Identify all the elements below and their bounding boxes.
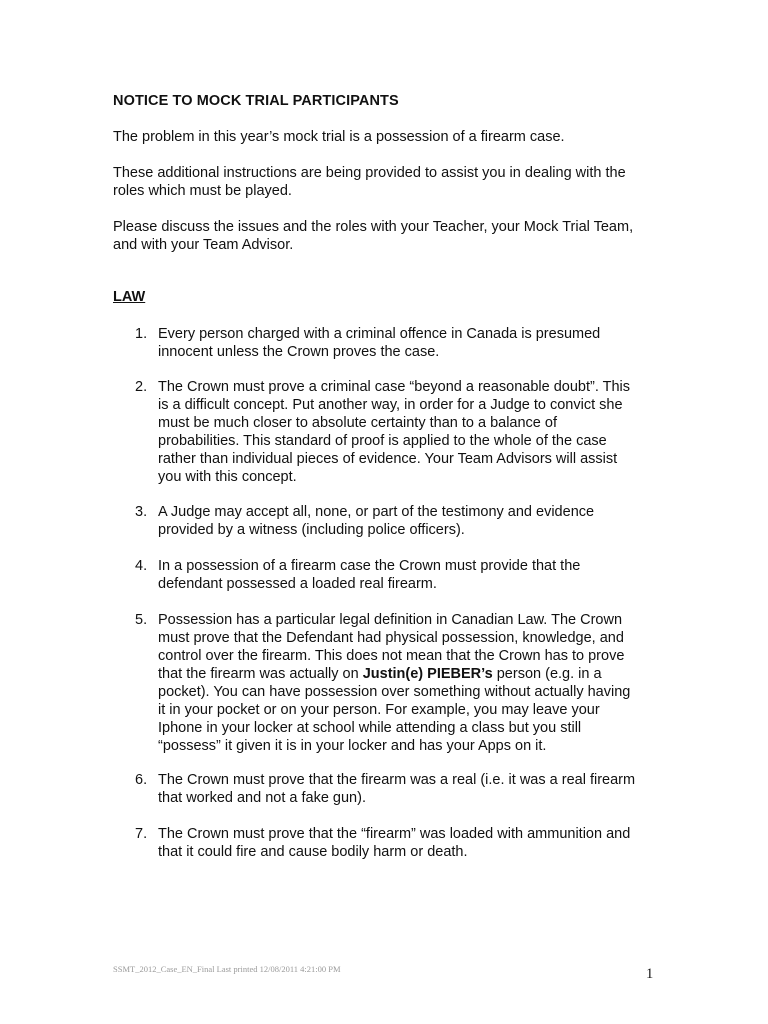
text-line: probabilities. This standard of proof is applied to the whole of the case: [158, 433, 607, 449]
law-item-number: 5.: [135, 612, 148, 628]
page-number: 1: [646, 966, 654, 982]
text-line: pocket). You can have possession over something without actually having: [158, 684, 631, 700]
text-fragment: person (e.g. in a: [492, 666, 602, 682]
law-item-number: 3.: [135, 504, 148, 520]
text-line: A Judge may accept all, none, or part of the testimony and evidence: [158, 504, 595, 520]
law-item-number: 4.: [135, 558, 148, 574]
text-line: The Crown must prove a criminal case “beyond a reasonable doubt”. This: [158, 379, 631, 395]
text-line: must be much closer to absolute certainty than to a balance of: [158, 415, 557, 431]
text-line: control over the firearm. This does not mean that the Crown has to prove: [158, 648, 625, 664]
law-item-text: [158, 825, 658, 861]
law-heading: LAW: [113, 289, 146, 305]
text-line: rather than individual pieces of evidence. Your Team Advisors will assist: [158, 451, 618, 467]
law-item-number: 2.: [135, 379, 148, 395]
law-item-text: [158, 503, 658, 539]
text-line: provided by a witness (including police officers).: [158, 522, 465, 538]
text-line: it in your pocket or on your person. For example, you may leave your: [158, 702, 600, 718]
law-item-number: 6.: [135, 772, 148, 788]
text-line: is a difficult concept. Put another way, in order for a Judge to convict she: [158, 397, 623, 413]
text-line: Possession has a particular legal definition in Canadian Law. The Crown: [158, 612, 623, 628]
text-line: defendant possessed a loaded real firearm.: [158, 576, 437, 592]
law-item-text: [158, 771, 658, 807]
text-line: Every person charged with a criminal offence in Canada is presumed: [158, 326, 601, 342]
law-item-number: 7.: [135, 826, 148, 842]
intro-paragraph-3: Please discuss the issues and the roles with your Teacher, your Mock Trial Team, and with your Team Advisor.: [113, 219, 634, 253]
law-item-number: 1.: [135, 326, 148, 342]
intro-paragraph-1: The problem in this year’s mock trial is a possession of a firearm case.: [113, 129, 565, 145]
law-item-text: [158, 611, 658, 755]
text-line: [158, 665, 658, 683]
text-line: innocent unless the Crown proves the case.: [158, 344, 440, 360]
text-fragment: that the firearm was actually on: [158, 666, 363, 682]
text-line: The Crown must prove that the firearm was a real (i.e. it was a real firearm: [158, 772, 636, 788]
law-item-text: [158, 325, 658, 361]
law-item-text: [158, 557, 658, 593]
text-line: you with this concept.: [158, 469, 297, 485]
notice-title: NOTICE TO MOCK TRIAL PARTICIPANTS: [113, 93, 399, 109]
text-line: must prove that the Defendant had physical possession, knowledge, and: [158, 630, 624, 646]
defendant-name: Justin(e) PIEBER’s: [362, 666, 493, 682]
intro-paragraph-2: These additional instructions are being provided to assist you in dealing with the roles which must be played.: [113, 165, 626, 199]
text-line: The Crown must prove that the “firearm” was loaded with ammunition and: [158, 826, 631, 842]
text-line: “possess” it given it is in your locker and has your Apps on it.: [158, 738, 547, 754]
text-line: Iphone in your locker at school while attending a class but you still: [158, 720, 582, 736]
text-line: that it could fire and cause bodily harm or death.: [158, 844, 468, 860]
text-line: In a possession of a firearm case the Crown must provide that the: [158, 558, 581, 574]
print-footer-note: SSMT_2012_Case_EN_Final Last printed 12/08/2011 4:21:00 PM: [113, 964, 341, 974]
text-line: that worked and not a fake gun).: [158, 790, 366, 806]
law-item-text: [158, 378, 658, 486]
